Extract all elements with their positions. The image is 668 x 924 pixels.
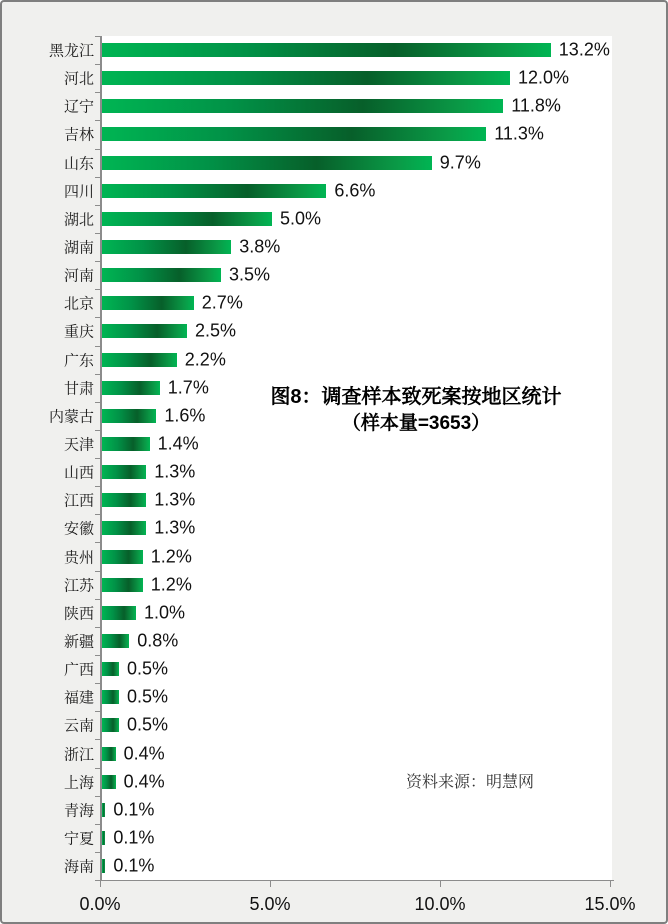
bar bbox=[102, 409, 156, 423]
y-axis-tick bbox=[95, 542, 100, 543]
bar-row bbox=[0, 571, 668, 599]
bar bbox=[102, 831, 105, 845]
bar bbox=[102, 43, 551, 57]
y-axis-tick bbox=[95, 64, 100, 65]
bar bbox=[102, 212, 272, 226]
bar-row bbox=[0, 768, 668, 796]
bar-value-label: 0.5% bbox=[127, 658, 169, 679]
bar-value-label: 0.1% bbox=[113, 827, 155, 848]
bar-row bbox=[0, 852, 668, 880]
category-label: 福建 bbox=[63, 689, 94, 707]
bar-row bbox=[0, 486, 668, 514]
y-axis-tick bbox=[95, 796, 100, 797]
category-label: 浙江 bbox=[63, 746, 94, 764]
bar-row bbox=[0, 177, 668, 205]
bar-value-label: 11.3% bbox=[494, 123, 544, 144]
category-label: 云南 bbox=[63, 717, 94, 735]
rows bbox=[0, 36, 668, 880]
category-label: 广西 bbox=[63, 661, 94, 679]
x-axis-tick bbox=[270, 881, 271, 887]
bar bbox=[102, 606, 136, 620]
bar-row bbox=[0, 205, 668, 233]
y-axis-tick bbox=[95, 655, 100, 656]
category-label: 重庆 bbox=[63, 323, 94, 341]
y-axis-tick bbox=[95, 205, 100, 206]
bar-row bbox=[0, 346, 668, 374]
bar-value-label: 9.7% bbox=[439, 152, 481, 173]
bar-value-label: 3.5% bbox=[229, 264, 271, 285]
bar-value-label: 0.5% bbox=[127, 714, 169, 735]
bar-row bbox=[0, 599, 668, 627]
bar bbox=[102, 127, 486, 141]
category-label: 新疆 bbox=[63, 633, 94, 651]
bar-row bbox=[0, 317, 668, 345]
bar-value-label: 13.2% bbox=[558, 39, 610, 60]
category-label: 内蒙古 bbox=[48, 408, 94, 426]
bar bbox=[102, 381, 160, 395]
category-label: 贵州 bbox=[63, 549, 94, 567]
bar-row bbox=[0, 655, 668, 683]
bar-value-label: 0.5% bbox=[127, 686, 169, 707]
y-axis-tick bbox=[95, 402, 100, 403]
chart-title: 图8：调查样本致死案按地区统计 bbox=[270, 386, 562, 408]
bar bbox=[102, 465, 146, 479]
y-axis-tick bbox=[95, 739, 100, 740]
bar-row bbox=[0, 683, 668, 711]
y-axis-tick bbox=[95, 458, 100, 459]
bar bbox=[102, 296, 194, 310]
bar-value-label: 1.4% bbox=[157, 433, 199, 454]
bar-row bbox=[0, 92, 668, 120]
bar bbox=[102, 156, 432, 170]
category-label: 辽宁 bbox=[63, 98, 94, 116]
bar bbox=[102, 268, 221, 282]
bar-value-label: 0.4% bbox=[123, 743, 165, 764]
y-axis-tick bbox=[95, 374, 100, 375]
category-label: 广东 bbox=[63, 352, 94, 370]
bar bbox=[102, 634, 129, 648]
y-axis-tick bbox=[95, 233, 100, 234]
chart-subtitle: （样本量=3653） bbox=[341, 413, 491, 434]
y-axis-tick bbox=[95, 430, 100, 431]
category-label: 四川 bbox=[63, 183, 94, 201]
bar-row bbox=[0, 543, 668, 571]
bar bbox=[102, 353, 177, 367]
bar-row bbox=[0, 627, 668, 655]
bar-value-label: 6.6% bbox=[334, 180, 376, 201]
bar bbox=[102, 493, 146, 507]
y-axis-tick bbox=[95, 36, 100, 37]
x-axis-tick-label: 0.0% bbox=[79, 894, 121, 914]
category-label: 江西 bbox=[63, 492, 94, 510]
source-note: 资料来源：明慧网 bbox=[406, 774, 535, 791]
category-label: 湖南 bbox=[63, 239, 94, 257]
y-axis-tick bbox=[95, 177, 100, 178]
bar bbox=[102, 578, 143, 592]
y-axis-tick bbox=[95, 768, 100, 769]
bar bbox=[102, 71, 510, 85]
bar-value-label: 1.0% bbox=[144, 602, 186, 623]
bar-value-label: 0.4% bbox=[123, 771, 165, 792]
bar bbox=[102, 718, 119, 732]
bar-value-label: 0.8% bbox=[137, 630, 179, 651]
y-axis-tick bbox=[95, 627, 100, 628]
bar bbox=[102, 690, 119, 704]
bar-value-label: 1.7% bbox=[167, 377, 209, 398]
bar-row bbox=[0, 458, 668, 486]
bar-row bbox=[0, 289, 668, 317]
bar-value-label: 1.6% bbox=[164, 405, 206, 426]
x-axis-tick-label: 5.0% bbox=[249, 894, 291, 914]
category-label: 吉林 bbox=[63, 126, 94, 144]
bar-row bbox=[0, 740, 668, 768]
bar-value-label: 12.0% bbox=[518, 67, 570, 88]
x-axis-tick-label: 15.0% bbox=[584, 894, 636, 914]
category-label: 上海 bbox=[63, 774, 94, 792]
bar-value-label: 1.2% bbox=[150, 574, 192, 595]
bar-value-label: 0.1% bbox=[113, 855, 155, 876]
bar-row bbox=[0, 796, 668, 824]
bar bbox=[102, 550, 143, 564]
y-axis-tick bbox=[95, 852, 100, 853]
bar bbox=[102, 859, 105, 873]
y-axis-tick bbox=[95, 317, 100, 318]
y-axis-tick bbox=[95, 824, 100, 825]
y-axis-tick bbox=[95, 599, 100, 600]
category-label: 山西 bbox=[63, 464, 94, 482]
bar-value-label: 0.1% bbox=[113, 799, 155, 820]
bar bbox=[102, 99, 503, 113]
y-axis-tick bbox=[95, 289, 100, 290]
chart-title-block bbox=[230, 384, 602, 439]
bar-row bbox=[0, 233, 668, 261]
category-label: 山东 bbox=[63, 155, 94, 173]
y-axis-tick bbox=[95, 92, 100, 93]
y-axis-tick bbox=[95, 261, 100, 262]
x-axis-tick bbox=[100, 881, 101, 887]
x-axis-tick-label: 10.0% bbox=[414, 894, 466, 914]
x-axis-tick bbox=[440, 881, 441, 887]
bar-value-label: 1.3% bbox=[154, 461, 196, 482]
bar bbox=[102, 324, 187, 338]
category-label: 天津 bbox=[63, 436, 94, 454]
y-axis-tick bbox=[95, 683, 100, 684]
bar bbox=[102, 803, 105, 817]
bar bbox=[102, 184, 326, 198]
category-label: 海南 bbox=[63, 858, 94, 876]
bar-value-label: 3.8% bbox=[239, 236, 281, 257]
bar-value-label: 1.3% bbox=[154, 489, 196, 510]
bar-row bbox=[0, 120, 668, 148]
y-axis-tick bbox=[95, 149, 100, 150]
category-label: 河南 bbox=[63, 267, 94, 285]
y-axis-tick bbox=[95, 120, 100, 121]
bar bbox=[102, 437, 150, 451]
bar bbox=[102, 240, 231, 254]
y-axis-tick bbox=[95, 346, 100, 347]
bar-row bbox=[0, 824, 668, 852]
y-axis-tick bbox=[95, 571, 100, 572]
bar-row bbox=[0, 64, 668, 92]
category-label: 北京 bbox=[63, 295, 94, 313]
bar-row bbox=[0, 711, 668, 739]
category-label: 安徽 bbox=[63, 520, 94, 538]
bar-value-label: 1.2% bbox=[150, 546, 192, 567]
y-axis-tick bbox=[95, 711, 100, 712]
bar-row bbox=[0, 36, 668, 64]
bar-value-label: 2.5% bbox=[195, 320, 237, 341]
category-label: 甘肃 bbox=[63, 380, 94, 398]
bar bbox=[102, 662, 119, 676]
category-label: 青海 bbox=[63, 802, 94, 820]
y-axis-tick bbox=[95, 486, 100, 487]
y-axis-tick bbox=[95, 514, 100, 515]
bar-value-label: 11.8% bbox=[511, 95, 561, 116]
bar bbox=[102, 747, 116, 761]
bar-value-label: 1.3% bbox=[154, 517, 196, 538]
category-label: 湖北 bbox=[63, 211, 94, 229]
bar-value-label: 2.7% bbox=[201, 292, 243, 313]
bar-value-label: 2.2% bbox=[184, 349, 226, 370]
bar-value-label: 5.0% bbox=[280, 208, 322, 229]
category-label: 陕西 bbox=[63, 605, 94, 623]
bar-row bbox=[0, 261, 668, 289]
category-label: 河北 bbox=[63, 70, 94, 88]
category-label: 黑龙江 bbox=[48, 42, 94, 60]
bar bbox=[102, 775, 116, 789]
category-label: 宁夏 bbox=[63, 830, 94, 848]
category-label: 江苏 bbox=[63, 577, 94, 595]
x-axis-tick bbox=[610, 881, 611, 887]
bar-row bbox=[0, 149, 668, 177]
bar-row bbox=[0, 514, 668, 542]
bar bbox=[102, 521, 146, 535]
